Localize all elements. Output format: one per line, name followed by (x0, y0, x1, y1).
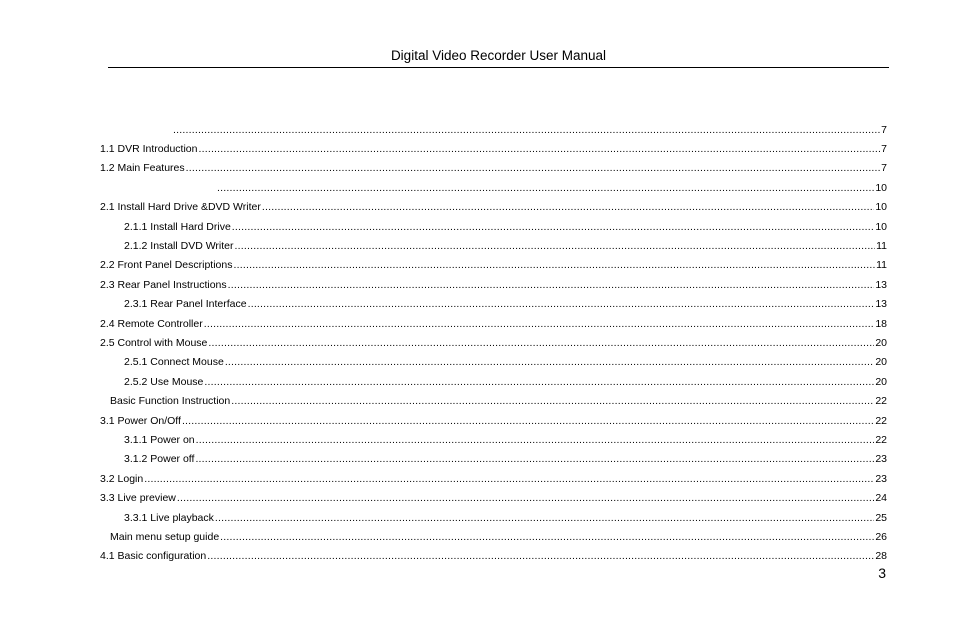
toc-entry-page: 28 (875, 550, 887, 563)
toc-entry-page: 20 (875, 336, 887, 349)
toc-entry[interactable] (100, 333, 887, 352)
toc-entry[interactable] (100, 217, 887, 236)
toc-entry[interactable] (100, 198, 887, 217)
toc-entry-title: 1.1 DVR Introduction (100, 143, 198, 156)
toc-leader-dots (215, 512, 874, 524)
toc-entry[interactable] (100, 275, 887, 294)
toc-entry-page: 25 (875, 511, 887, 524)
toc-entry-title: 3.1 Power On/Off (100, 414, 181, 427)
toc-leader-dots (204, 318, 875, 330)
toc-entry[interactable] (100, 391, 887, 410)
toc-entry-title: 3.2 Login (100, 472, 144, 485)
toc-leader-dots (217, 182, 874, 194)
toc-entry[interactable] (100, 256, 887, 275)
toc-entry-page: 18 (875, 317, 887, 330)
table-of-contents (100, 120, 887, 566)
toc-entry[interactable] (100, 430, 887, 449)
toc-entry-page: 23 (875, 453, 887, 466)
toc-entry-page: 22 (875, 414, 887, 427)
toc-leader-dots (262, 201, 874, 213)
toc-entry[interactable] (100, 547, 887, 566)
toc-entry-page: 7 (881, 143, 887, 156)
toc-entry-title: 2.5.1 Connect Mouse (124, 356, 224, 369)
toc-entry-page: 22 (875, 433, 887, 446)
toc-entry-title: Main menu setup guide (110, 530, 220, 543)
toc-entry-title: 2.1 Install Hard Drive &DVD Writer (100, 201, 261, 214)
toc-entry-page: 20 (875, 356, 887, 369)
toc-entry-page: 20 (875, 375, 887, 388)
toc-entry-page: 11 (876, 259, 887, 272)
toc-entry-title: 3.1.1 Power on (124, 433, 195, 446)
toc-entry-title: 3.1.2 Power off (124, 453, 195, 466)
toc-entry-page: 26 (875, 530, 887, 543)
toc-leader-dots (248, 298, 875, 310)
toc-entry-title: 2.1.1 Install Hard Drive (124, 220, 231, 233)
toc-entry[interactable] (100, 411, 887, 430)
toc-entry-title: 2.5.2 Use Mouse (124, 375, 204, 388)
toc-leader-dots (144, 473, 874, 485)
toc-entry-title: 4.1 Basic configuration (100, 550, 207, 563)
toc-entry-page: 22 (875, 395, 887, 408)
toc-entry-title: Basic Function Instruction (110, 395, 231, 408)
toc-leader-dots (173, 124, 880, 136)
toc-leader-dots (233, 259, 875, 271)
toc-entry-page: 10 (875, 220, 887, 233)
toc-leader-dots (220, 531, 874, 543)
toc-leader-dots (225, 356, 875, 368)
toc-entry[interactable] (100, 353, 887, 372)
toc-leader-dots (208, 337, 874, 349)
toc-entry-title: 2.1.2 Install DVD Writer (124, 240, 234, 253)
toc-entry[interactable] (100, 295, 887, 314)
toc-entry-title: 2.4 Remote Controller (100, 317, 203, 330)
toc-entry-title: 2.3 Rear Panel Instructions (100, 278, 227, 291)
toc-entry-page: 10 (875, 181, 887, 194)
toc-leader-dots (228, 279, 875, 291)
toc-entry-page: 10 (875, 201, 887, 214)
toc-entry[interactable] (100, 450, 887, 469)
toc-entry[interactable] (100, 120, 887, 139)
toc-entry-title: 2.2 Front Panel Descriptions (100, 259, 233, 272)
toc-entry[interactable] (100, 178, 887, 197)
toc-entry-page: 7 (881, 162, 887, 175)
toc-entry-page: 13 (875, 278, 887, 291)
toc-leader-dots (204, 376, 874, 388)
page-header-title: Digital Video Recorder User Manual (390, 48, 607, 63)
toc-entry[interactable] (100, 236, 887, 255)
toc-leader-dots (196, 434, 875, 446)
toc-entry[interactable] (100, 469, 887, 488)
toc-entry[interactable] (100, 488, 887, 507)
toc-leader-dots (177, 492, 874, 504)
toc-leader-dots (231, 395, 874, 407)
toc-entry-page: 24 (875, 492, 887, 505)
toc-entry-page: 23 (875, 472, 887, 485)
toc-entry-title: 1.2 Main Features (100, 162, 185, 175)
toc-entry[interactable] (100, 314, 887, 333)
toc-leader-dots (182, 415, 874, 427)
toc-entry-title: 2.5 Control with Mouse (100, 336, 208, 349)
toc-leader-dots (186, 162, 881, 174)
toc-leader-dots (232, 221, 875, 233)
toc-leader-dots (207, 550, 874, 562)
toc-leader-dots (235, 240, 876, 252)
page-number: 3 (878, 565, 886, 581)
toc-entry-title: 2.3.1 Rear Panel Interface (124, 298, 247, 311)
toc-entry[interactable] (100, 159, 887, 178)
toc-entry-page: 13 (875, 298, 887, 311)
toc-leader-dots (198, 143, 880, 155)
toc-entry-title: 3.3.1 Live playback (124, 511, 214, 524)
toc-leader-dots (195, 453, 874, 465)
toc-entry-page: 11 (876, 240, 887, 253)
toc-entry[interactable] (100, 527, 887, 546)
toc-entry[interactable] (100, 372, 887, 391)
toc-entry[interactable] (100, 139, 887, 158)
page-header (108, 48, 889, 68)
toc-entry[interactable] (100, 508, 887, 527)
toc-entry-title: 3.3 Live preview (100, 492, 176, 505)
toc-entry-page: 7 (881, 123, 887, 136)
